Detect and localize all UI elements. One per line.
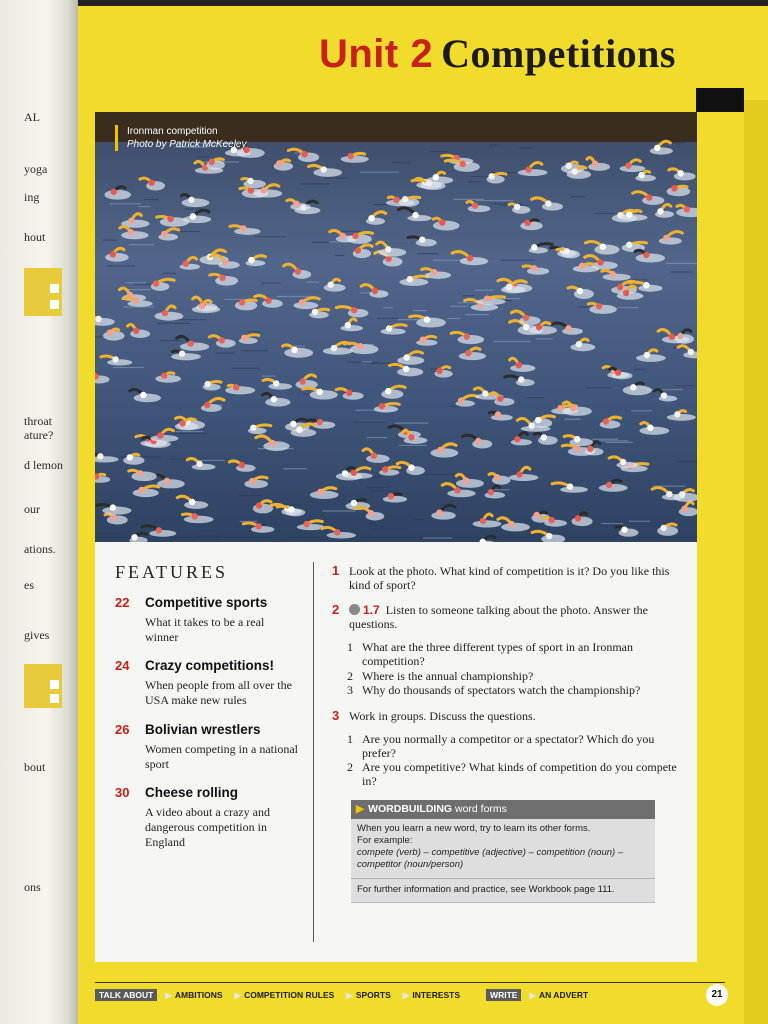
- features-heading: FEATURES: [115, 562, 229, 582]
- wordbuilding-sublabel: word forms: [455, 803, 507, 815]
- photo-caption-title: Ironman competition: [127, 126, 218, 137]
- feature-title: Crazy competitions!: [145, 658, 275, 673]
- sub-question-text: Are you competitive? What kinds of competition do you compete in?: [362, 760, 677, 788]
- left-page-word: ature?: [24, 428, 54, 442]
- sub-question-number: 1: [347, 732, 353, 746]
- left-page-word: es: [24, 578, 34, 592]
- arrow-icon: ▶: [529, 989, 536, 1000]
- topic-item: AMBITIONS: [174, 990, 223, 1000]
- wordbuilding-footer: For further information and practice, see Workbook page 111.: [351, 878, 655, 895]
- sub-question-text: What are the three different types of sport in an Ironman competition?: [362, 640, 634, 668]
- topic-item: AN ADVERT: [538, 990, 589, 1000]
- left-page-word: gives: [24, 628, 50, 642]
- wordbuilding-heading: [351, 800, 655, 819]
- topic-item: SPORTS: [355, 990, 391, 1000]
- write-tag: WRITE: [486, 989, 521, 1001]
- arrow-icon: ▶: [234, 989, 242, 1000]
- question-2: [332, 603, 677, 631]
- sub-question-number: 2: [347, 760, 353, 774]
- sub-question: [347, 640, 677, 668]
- left-page-word: yoga: [24, 162, 48, 176]
- sub-question: [347, 732, 677, 760]
- photo-caption: [115, 125, 247, 151]
- question-text: Look at the photo. What kind of competition is it? Do you like this kind of sport?: [349, 564, 670, 592]
- left-page-color-block: [24, 664, 62, 708]
- top-border: [78, 0, 768, 6]
- page-edge-band: [744, 100, 768, 1024]
- content-panel: [95, 542, 697, 962]
- checker-square: [720, 64, 744, 88]
- question-number: 2: [332, 602, 340, 617]
- question-number: 1: [332, 563, 340, 578]
- question-text: Listen to someone talking about the photo. Answer the questions.: [349, 603, 648, 631]
- wordbuilding-for-example: For example:: [357, 835, 413, 846]
- topic-item: INTERESTS: [412, 990, 461, 1000]
- checker-square: [696, 88, 720, 112]
- question-text: Work in groups. Discuss the questions.: [349, 709, 536, 723]
- feature-title: Cheese rolling: [145, 785, 239, 800]
- left-page-word: our: [24, 502, 40, 516]
- feature-description: When people from all over the USA make new rules: [145, 678, 292, 707]
- arrow-icon: ▶: [346, 989, 353, 1000]
- left-page-word: hout: [24, 230, 46, 244]
- sub-question-text: Why do thousands of spectators watch the championship?: [362, 683, 641, 697]
- left-page-edge: [0, 0, 78, 1024]
- wordbuilding-box: [351, 800, 655, 903]
- left-page-word: bout: [24, 760, 46, 774]
- feature-page-number: 26: [115, 722, 130, 737]
- left-page-word: d lemon: [24, 458, 63, 472]
- audio-icon[interactable]: [349, 604, 360, 615]
- sub-question: [347, 669, 677, 683]
- feature-page-number: 30: [115, 785, 130, 800]
- swimmers-illustration: [95, 112, 697, 542]
- feature-description: What it takes to be a real winner: [145, 615, 265, 644]
- topic-item: COMPETITION RULES: [244, 990, 335, 1000]
- left-page-word: ing: [24, 190, 40, 204]
- sub-question: [347, 760, 677, 788]
- play-triangle-icon: ▶: [356, 803, 365, 815]
- bottom-rule: [95, 982, 725, 983]
- audio-track[interactable]: 1.7: [363, 603, 380, 617]
- ironman-photo: [95, 112, 697, 542]
- unit-label: Unit 2: [318, 32, 434, 76]
- checker-square: [720, 88, 744, 112]
- sub-question-text: Are you normally a competitor or a spectator? Which do you prefer?: [362, 732, 655, 760]
- left-page-word: AL: [24, 110, 40, 124]
- feature-page-number: 22: [115, 595, 130, 610]
- talk-about-tag: TALK ABOUT: [95, 989, 157, 1001]
- wordbuilding-body: [351, 819, 655, 871]
- page-number: 21: [706, 984, 728, 1006]
- left-page-color-block: [24, 268, 62, 316]
- arrow-icon: ▶: [402, 989, 410, 1000]
- question-3: [332, 709, 677, 723]
- left-page-word: ons: [24, 880, 41, 894]
- feature-title: Bolivian wrestlers: [145, 722, 261, 737]
- feature-description: Women competing in a national sport: [145, 742, 298, 771]
- sub-question-number: 2: [347, 669, 353, 683]
- wordbuilding-example: compete (verb) – competitive (adjective) – competition (noun) – competitor (noun/person): [357, 847, 624, 870]
- right-page: [78, 0, 768, 1024]
- left-page-word: ations.: [24, 542, 56, 556]
- arrow-icon: ▶: [165, 989, 172, 1000]
- photo-credit: Photo by Patrick McKeeley: [127, 139, 247, 150]
- question-1: [332, 564, 677, 592]
- topics-bar: [95, 988, 600, 1002]
- feature-description: A video about a crazy and dangerous competition in England: [145, 805, 270, 849]
- sub-question-number: 3: [347, 683, 353, 697]
- unit-title: Competitions: [441, 31, 676, 76]
- wordbuilding-intro: When you learn a new word, try to learn its other forms.: [357, 823, 591, 834]
- sub-question: [347, 683, 677, 697]
- feature-page-number: 24: [115, 658, 130, 673]
- sub-question-number: 1: [347, 640, 353, 654]
- sub-question-text: Where is the annual championship?: [362, 669, 534, 683]
- page-title: [319, 30, 676, 77]
- column-divider: [313, 562, 314, 942]
- question-number: 3: [332, 708, 340, 723]
- feature-title: Competitive sports: [145, 595, 268, 610]
- wordbuilding-label: WORDBUILDING: [368, 803, 453, 815]
- left-page-word: throat: [24, 414, 52, 428]
